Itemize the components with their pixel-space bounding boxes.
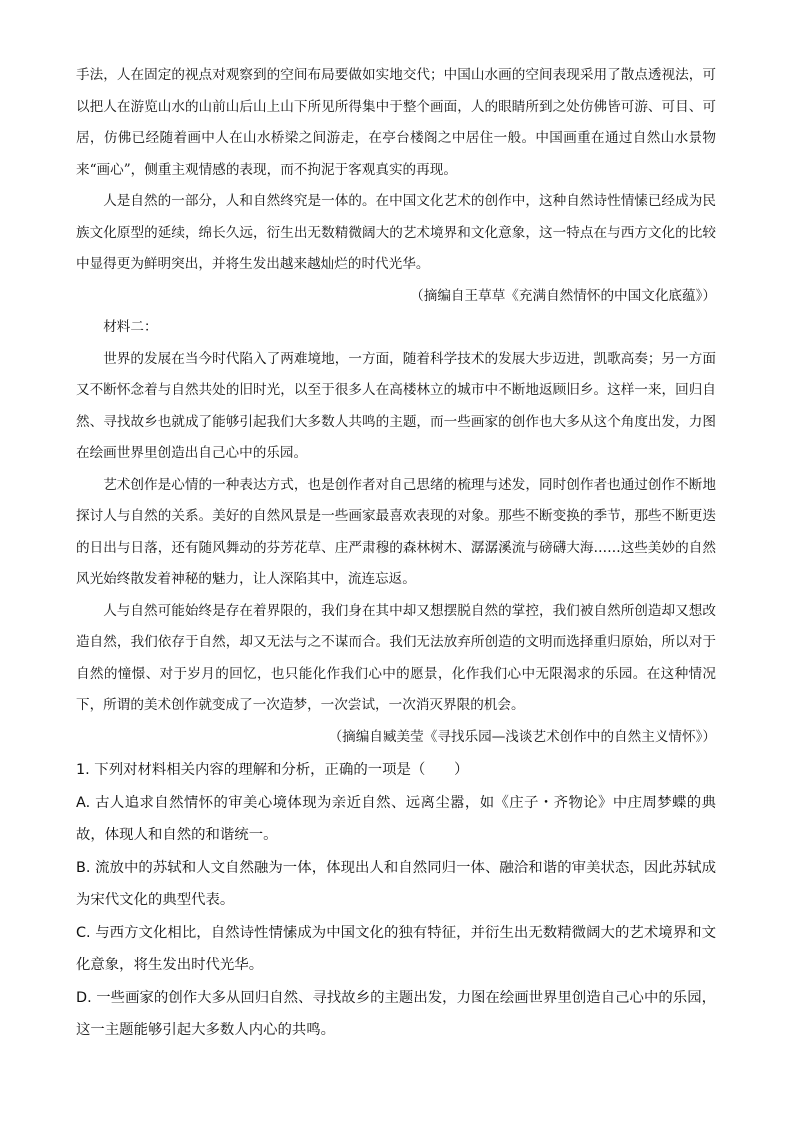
material2-paragraph-2: 艺术创作是心情的一种表达方式，也是创作者对自己思绪的梳理与述发，同时创作者也通过创作不断地探讨人与自然的关系。美好的自然风景是一些画家最喜欢表现的对象。那些不断变换的季节，那些不断更迭的日出与日落，还有随风舞动的芬芳花草、庄严肃穆的森林树木、潺潺溪流与磅礴大海……这些美妙的自然风光始终散发着神秘的魅力，让人深陷其中，流连忘返。 — [76, 476, 716, 587]
option-b[interactable]: B. 流放中的苏轼和人文自然融为一体，体现出人和自然同归一体、融洽和谐的审美状态，因此苏轼成为宋代文化的典型代表。 — [76, 860, 716, 908]
material1-source: （摘编自王草草《充满自然情怀的中国文化底蕴》） — [410, 287, 716, 304]
material2-source: （摘编自臧美莹《寻找乐园—浅谈艺术创作中的自然主义情怀》） — [328, 728, 716, 745]
option-a[interactable]: A. 古人追求自然情怀的审美心境体现为亲近自然、远离尘嚣，如《庄子・齐物论》中庄周梦蝶的典故，体现人和自然的和谐统一。 — [76, 795, 716, 843]
option-d[interactable]: D. 一些画家的创作大多从回归自然、寻找故乡的主题出发，力图在绘画世界里创造自己心中的乐园，这一主题能够引起大多数人内心的共鸣。 — [76, 990, 716, 1038]
material2-paragraph-1: 世界的发展在当今时代陷入了两难境地，一方面，随着科学技术的发展大步迈进，凯歌高奏；另一方面又不断怀念着与自然共处的旧时光，以至于很多人在高楼林立的城市中不断地返顾旧乡。这样一来，回归自然、寻找故乡也就成了能够引起我们大多数人共鸣的主题，而一些画家的创作也大多从这个角度出发，力图在绘画世界里创造出自己心中的乐园。 — [76, 350, 716, 461]
material1-paragraph-continued: 手法，人在固定的视点对观察到的空间布局要做如实地交代；中国山水画的空间表现采用了散点透视法，可以把人在游览山水的山前山后山上山下所见所得集中于整个画面，人的眼睛所到之处仿佛皆可游、可目、可居，仿佛已经随着画中人在山水桥梁之间游走，在亭台楼阁之中居住一般。中国画重在通过自然山水景物来“画心”，侧重主观情感的表现，而不拘泥于客观真实的再现。 — [76, 67, 716, 178]
question-stem: 1. 下列对材料相关内容的理解和分析，正确的一项是（ ） — [76, 762, 469, 778]
material2-label: 材料二： — [103, 319, 158, 335]
material1-paragraph-2: 人是自然的一部分，人和自然终究是一体的。在中国文化艺术的创作中，这种自然诗性情愫已经成为民族文化原型的延续，绵长久远，衍生出无数精微阔大的艺术境界和文化意象，这一特点在与西方文化的比较中显得更为鲜明突出，并将生发出越来越灿烂的时代光华。 — [76, 193, 716, 272]
page — [76, 60, 716, 1046]
material2-paragraph-3: 人与自然可能始终是存在着界限的，我们身在其中却又想摆脱自然的掌控，我们被自然所创造却又想改造自然，我们依存于自然，却又无法与之不谋而合。我们无法放弃所创造的文明而选择重归原始，所以对于自然的憧憬、对于岁月的回忆，也只能化作我们心中的愿景，化作我们心中无限渴求的乐园。在这种情况下，所谓的美术创作就变成了一次造梦，一次尝试，一次消灭界限的机会。 — [76, 602, 716, 713]
option-c[interactable]: C. 与西方文化相比，自然诗性情愫成为中国文化的独有特征，并衍生出无数精微阔大的艺术境界和文化意象，将生发出时代光华。 — [76, 925, 716, 973]
